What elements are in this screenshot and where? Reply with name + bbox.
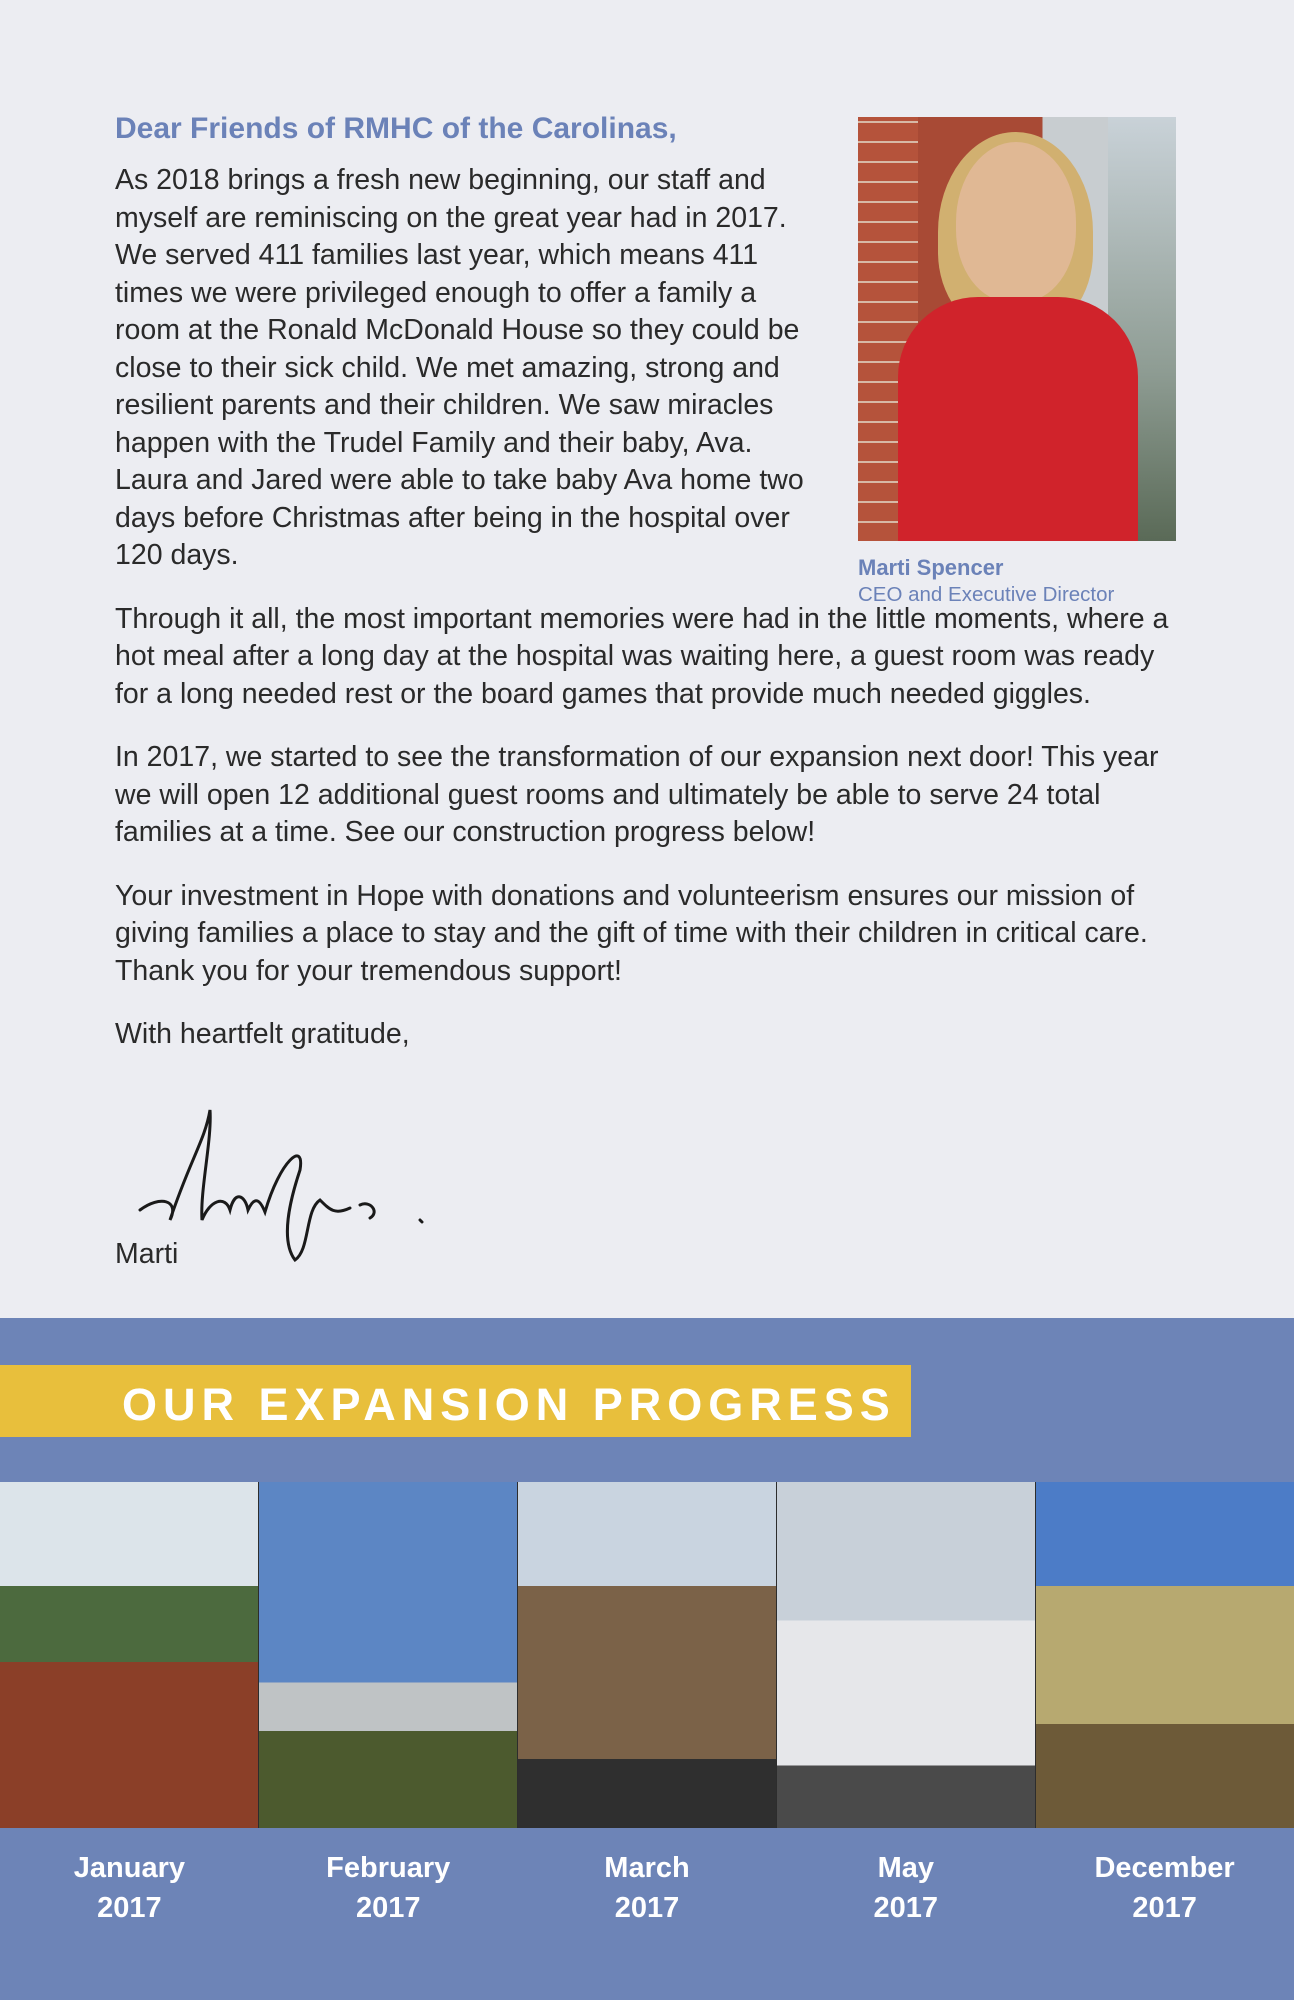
- milestone-label: [518, 1848, 777, 1928]
- signature-name: Marti: [115, 1238, 179, 1270]
- milestone-month: March: [604, 1852, 690, 1884]
- milestone-year: 2017: [355, 1892, 421, 1924]
- portrait-title: CEO and Executive Director: [858, 583, 1115, 606]
- letter-paragraph-3: In 2017, we started to see the transformation of our expansion next door! This year we will open 12 additional guest rooms and ultimately be able to serve 24 total families at a time. See our construction progress below!: [115, 741, 1159, 848]
- milestone-month: January: [73, 1852, 186, 1884]
- milestone-month: December: [1094, 1852, 1235, 1884]
- portrait-block: [858, 117, 1176, 607]
- milestone-label: [0, 1848, 259, 1928]
- expansion-banner: [0, 1365, 911, 1437]
- milestone-month: February: [326, 1852, 451, 1884]
- milestone-month: May: [877, 1852, 934, 1884]
- progress-photo-may: [777, 1482, 1036, 1828]
- progress-photo-march: [518, 1482, 777, 1828]
- letter-paragraph-1: As 2018 brings a fresh new beginning, our staff and myself are reminiscing on the great year had in 2017. We served 411 families last year, which means 411 times we were privileged enough to offer a family a room at the Ronald McDonald House so they could be close to their sick child. We met amazing, strong and resilient parents and their children. We saw miracles happen with the Trudel Family and their baby, Ava. Laura and Jared were able to take baby Ava home two days before Christmas after being in the hospital over 120 days.: [115, 164, 804, 571]
- progress-photo-february: [259, 1482, 518, 1828]
- letter-paragraph-4: Your investment in Hope with donations and volunteerism ensures our mission of giving families a place to stay and the gift of time with their children in critical care. Thank you for your tremendous support!: [115, 879, 1148, 987]
- portrait-name: Marti Spencer: [858, 555, 1004, 580]
- progress-labels: [0, 1848, 1294, 1928]
- expansion-heading: OUR EXPANSION PROGRESS: [122, 1379, 896, 1430]
- letter-greeting: Dear Friends of RMHC of the Carolinas,: [115, 112, 677, 145]
- letter-closing: With heartfelt gratitude,: [115, 1018, 410, 1050]
- progress-photos: [0, 1482, 1294, 1828]
- milestone-label: [259, 1848, 518, 1928]
- milestone-year: 2017: [1132, 1892, 1197, 1924]
- milestone-label: [776, 1848, 1035, 1928]
- letter-paragraph-2: Through it all, the most important memories were had in the little moments, where a hot meal after a long day at the hospital was waiting here, a guest room was ready for a long needed rest or the board games that provide much needed giggles.: [115, 602, 1169, 710]
- milestone-year: 2017: [97, 1892, 162, 1924]
- milestone-year: 2017: [614, 1892, 680, 1924]
- progress-photo-january: [0, 1482, 259, 1828]
- portrait-photo: [858, 117, 1176, 541]
- milestone-label: [1035, 1848, 1294, 1928]
- progress-photo-december: [1036, 1482, 1294, 1828]
- milestone-year: 2017: [873, 1892, 939, 1924]
